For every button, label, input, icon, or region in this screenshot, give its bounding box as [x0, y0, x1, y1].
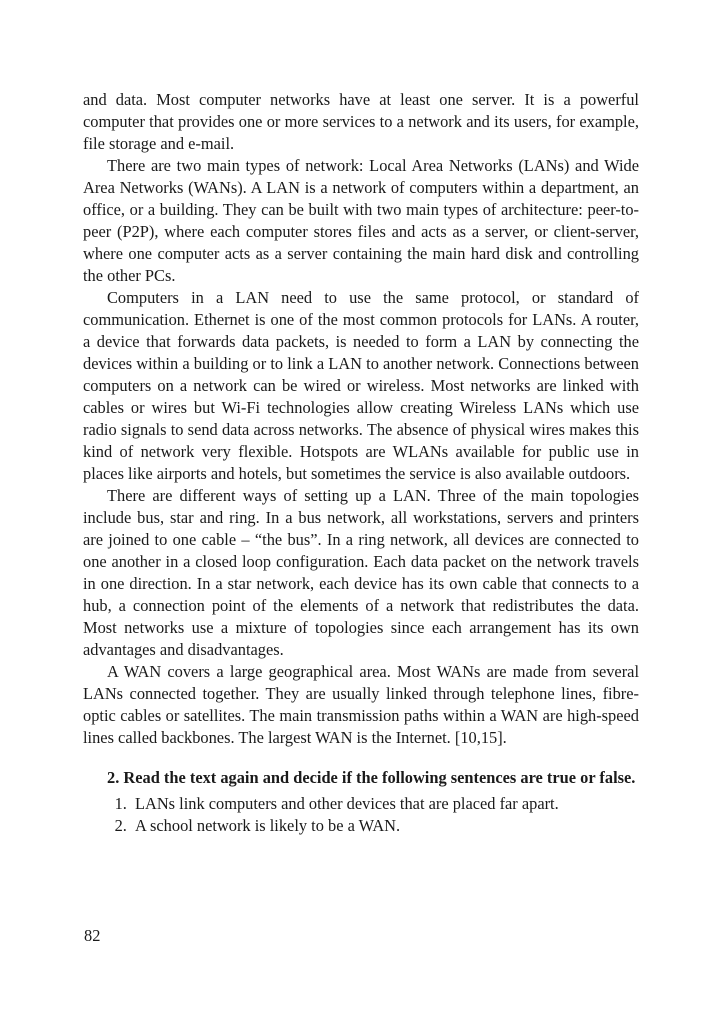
page-number: 82	[84, 926, 101, 945]
page-content	[83, 89, 639, 837]
statement-item: 1. LANs link computers and other devices that are placed far apart.	[131, 793, 639, 815]
paragraph-topologies: There are different ways of setting up a LAN. Three of the main topologies include bus, star and ring. In a bus network, all workstations, servers and printers are joined to one cable – “the bus”. In a ring network, all devices are connected to one another in a closed loop configuration. Each data packet on the network travels in one direction. In a star network, each device has its own cable that connects to a hub, a connection point of the elements of a network that redistributes the data. Most networks use a mixture of topologies since each arrangement has its own advantages and disadvantages.	[83, 486, 639, 659]
paragraph-lan-protocols: Computers in a LAN need to use the same protocol, or standard of communication. Ethernet is one of the most common protocols for LANs. A router, a device that forwards data packets, is needed to form a LAN by connecting the devices within a building or to link a LAN to another network. Connections between computers on a network can be wired or wireless. Most networks are linked with cables or wires but Wi-Fi technologies allow creating Wireless LANs which use radio signals to send data across networks. The absence of physical wires makes this kind of network very flexible. Hotspots are WLANs available for public use in places like airports and hotels, but sometimes the service is also available outdoors.	[83, 288, 639, 483]
exercise-instruction: 2. Read the text again and decide if the following sentences are true or false.	[107, 768, 636, 787]
statement-list	[83, 793, 639, 837]
paragraph-wan: A WAN covers a large geographical area. Most WANs are made from several LANs connected together. They are usually linked through telephone lines, fibre-optic cables or satellites. The main transmission paths within a WAN are high-speed lines called backbones. The largest WAN is the Internet. [10,15].	[83, 662, 639, 747]
paragraph-network-types: There are two main types of network: Local Area Networks (LANs) and Wide Area Networks (WANs). A LAN is a network of computers within a department, an office, or a building. They can be built with two main types of architecture: peer-to-peer (P2P), where each computer stores files and acts as a server, or client-server, where one computer acts as a server containing the main hard disk and controlling the other PCs.	[83, 156, 639, 285]
statement-item: 2. A school network is likely to be a WAN.	[131, 815, 639, 837]
paragraph-continuation: and data. Most computer networks have at least one server. It is a powerful computer that provides one or more services to a network and its users, for example, file storage and e-mail.	[83, 90, 639, 153]
